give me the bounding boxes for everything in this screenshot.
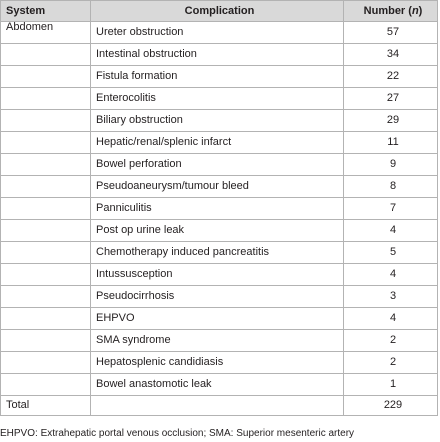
- header-number-suffix: ): [418, 4, 423, 17]
- table-footnote: EHPVO: Extrahepatic portal venous occlusion; SMA: Superior mesenteric artery: [0, 428, 355, 439]
- table-row: [1, 242, 438, 264]
- complication-cell: Panniculitis: [91, 198, 344, 220]
- system-cell: [1, 132, 91, 154]
- table-row: [1, 66, 438, 88]
- system-cell: [1, 374, 91, 396]
- table-row: [1, 220, 438, 242]
- table-row: [1, 176, 438, 198]
- number-cell: 4: [344, 264, 438, 286]
- number-cell: 34: [344, 44, 438, 66]
- table-row: [1, 330, 438, 352]
- system-cell: [1, 220, 91, 242]
- system-cell: [1, 154, 91, 176]
- system-cell: [1, 330, 91, 352]
- complication-cell: Pseudoaneurysm/tumour bleed: [91, 176, 344, 198]
- number-cell: 57: [344, 22, 438, 44]
- table-row: [1, 308, 438, 330]
- table-row: [1, 88, 438, 110]
- header-number-prefix: Number (: [363, 4, 412, 17]
- table-row: [1, 154, 438, 176]
- system-cell: [1, 308, 91, 330]
- table-row: [1, 198, 438, 220]
- total-row: [1, 396, 438, 416]
- complication-cell: Pseudocirrhosis: [91, 286, 344, 308]
- number-cell: 11: [344, 132, 438, 154]
- complication-cell: Bowel anastomotic leak: [91, 374, 344, 396]
- number-cell: 2: [344, 330, 438, 352]
- header-system: System: [1, 1, 91, 22]
- table-row: [1, 110, 438, 132]
- total-label: Total: [1, 396, 91, 416]
- number-cell: 29: [344, 110, 438, 132]
- table-row: [1, 352, 438, 374]
- complication-cell: EHPVO: [91, 308, 344, 330]
- system-cell: [1, 176, 91, 198]
- complication-cell: Ureter obstruction: [91, 22, 344, 44]
- complication-cell: Intestinal obstruction: [91, 44, 344, 66]
- complication-cell: Intussusception: [91, 264, 344, 286]
- complication-cell: Bowel perforation: [91, 154, 344, 176]
- table-row: [1, 264, 438, 286]
- header-row: [1, 1, 438, 22]
- number-cell: 1: [344, 374, 438, 396]
- number-cell: 4: [344, 220, 438, 242]
- complication-cell: Hepatic/renal/splenic infarct: [91, 132, 344, 154]
- system-cell: [1, 264, 91, 286]
- number-cell: 7: [344, 198, 438, 220]
- table-row: [1, 44, 438, 66]
- number-cell: 27: [344, 88, 438, 110]
- system-cell: [1, 88, 91, 110]
- complication-cell: Chemotherapy induced pancreatitis: [91, 242, 344, 264]
- system-cell: [1, 198, 91, 220]
- number-cell: 5: [344, 242, 438, 264]
- complication-cell: Biliary obstruction: [91, 110, 344, 132]
- complication-cell: SMA syndrome: [91, 330, 344, 352]
- system-cell: [1, 352, 91, 374]
- table-row: [1, 132, 438, 154]
- complication-cell: Hepatosplenic candidiasis: [91, 352, 344, 374]
- system-cell: [1, 110, 91, 132]
- complication-cell: Post op urine leak: [91, 220, 344, 242]
- header-complication: Complication: [91, 1, 344, 22]
- table-row: [1, 374, 438, 396]
- number-cell: 9: [344, 154, 438, 176]
- number-cell: 22: [344, 66, 438, 88]
- table-row: [1, 22, 438, 44]
- header-number: [344, 1, 438, 22]
- system-cell: [1, 242, 91, 264]
- header-number-italic: n: [411, 4, 419, 17]
- number-cell: 2: [344, 352, 438, 374]
- system-cell: Abdomen: [1, 22, 91, 44]
- complication-cell: Enterocolitis: [91, 88, 344, 110]
- total-number: 229: [344, 396, 438, 416]
- system-cell: [1, 66, 91, 88]
- system-cell: [1, 44, 91, 66]
- number-cell: 8: [344, 176, 438, 198]
- number-cell: 4: [344, 308, 438, 330]
- number-cell: 3: [344, 286, 438, 308]
- total-empty-cell: [91, 396, 344, 416]
- table-row: [1, 286, 438, 308]
- complication-cell: Fistula formation: [91, 66, 344, 88]
- system-cell: [1, 286, 91, 308]
